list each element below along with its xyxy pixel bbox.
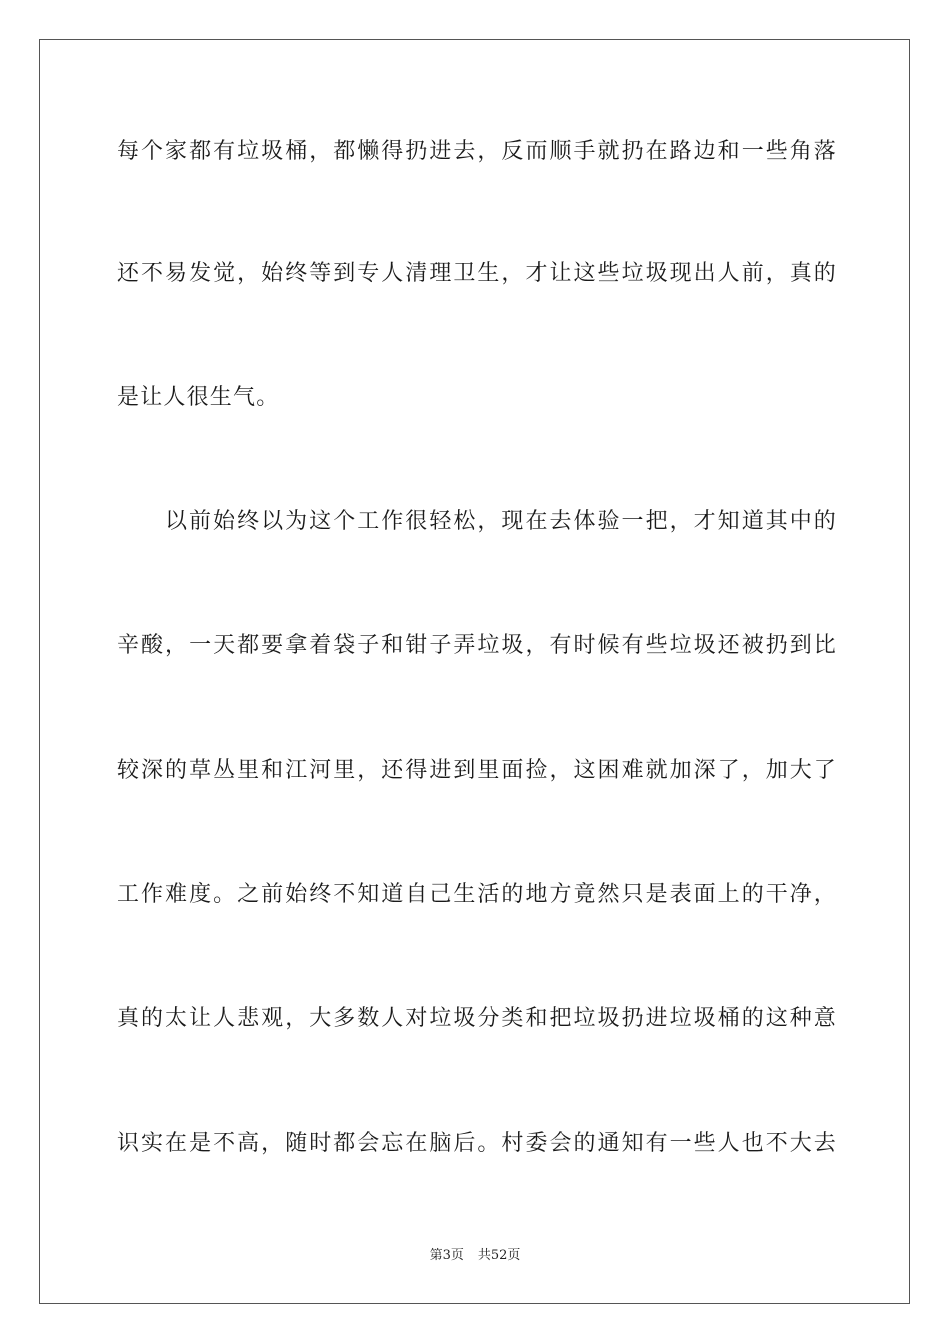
paragraph-line: 较深的草丛里和江河里，还得进到里面捡，这困难就加深了，加大了 [117, 758, 837, 783]
page-number: 第3页 [429, 1248, 464, 1263]
paragraph-line: 还不易发觉，始终等到专人清理卫生，才让这些垃圾现出人前，真的 [117, 261, 837, 286]
page-footer [0, 1248, 950, 1264]
page-total: 共52页 [477, 1248, 521, 1263]
paragraph-line: 每个家都有垃圾桶，都懒得扔进去，反而顺手就扔在路边和一些角落 [117, 139, 837, 164]
paragraph-line: 识实在是不高，随时都会忘在脑后。村委会的通知有一些人也不大去 [117, 1131, 837, 1156]
paragraph-line: 是让人很生气。 [117, 385, 280, 410]
paragraph-line: 辛酸，一天都要拿着袋子和钳子弄垃圾，有时候有些垃圾还被扔到比 [117, 633, 837, 658]
page-border [39, 39, 910, 1304]
paragraph-line: 工作难度。之前始终不知道自己生活的地方竟然只是表面上的干净， [117, 882, 837, 907]
paragraph-line: 真的太让人悲观，大多数人对垃圾分类和把垃圾扔进垃圾桶的这种意 [117, 1006, 837, 1031]
paragraph-line-indented: 以前始终以为这个工作很轻松，现在去体验一把，才知道其中的 [165, 509, 837, 534]
